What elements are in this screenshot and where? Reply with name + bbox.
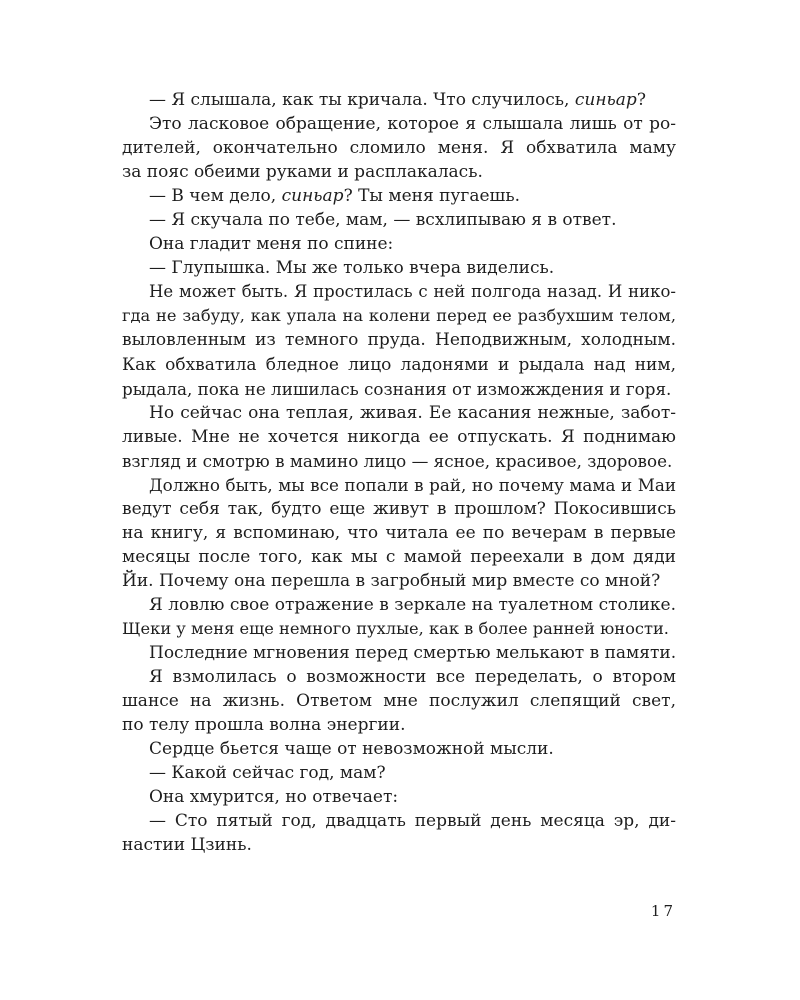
text-line bbox=[122, 88, 676, 112]
text-span: Должно быть, мы все попали в рай, но почему мама и Маи bbox=[149, 474, 676, 495]
text-span: за пояс обеими руками и расплакалась. bbox=[122, 162, 483, 183]
text-span: ? bbox=[636, 90, 646, 110]
text-line bbox=[122, 545, 676, 569]
italic-text: синьар bbox=[574, 90, 637, 110]
text-line bbox=[122, 737, 676, 761]
text-span: выловленным из темного пруда. Неподвижным, холодным. bbox=[122, 330, 676, 351]
text-span: Последние мгновения перед смертью мелькают в памяти. bbox=[149, 643, 677, 664]
text-span: — Я слышала, как ты кричала. Что случилось, bbox=[149, 90, 575, 110]
text-line bbox=[122, 232, 676, 256]
text-span: Я ловлю свое отражение в зеркале на туалетном столике. bbox=[149, 594, 676, 615]
text-span: ливые. Мне не хочется никогда ее отпускать. Я поднимаю bbox=[122, 426, 676, 447]
text-line bbox=[122, 569, 676, 593]
text-line bbox=[122, 833, 676, 857]
text-line bbox=[122, 353, 676, 377]
text-span: настии Цзинь. bbox=[122, 835, 252, 856]
text-line bbox=[122, 497, 676, 521]
text-span: — В чем дело, bbox=[149, 186, 282, 207]
text-line bbox=[122, 785, 676, 809]
text-line bbox=[122, 641, 676, 665]
text-line bbox=[122, 112, 676, 136]
text-span: Йи. Почему она перешла в загробный мир вместе со мной? bbox=[122, 570, 661, 591]
text-line bbox=[122, 208, 676, 232]
text-span: дителей, окончательно сломило меня. Я обхватила маму bbox=[122, 138, 676, 159]
text-span: ведут себя так, будто еще живут в прошлом? Покосившись bbox=[122, 498, 676, 519]
text-line bbox=[122, 304, 676, 328]
page-number: 17 bbox=[650, 902, 676, 920]
text-span: ? Ты меня пугаешь. bbox=[343, 186, 520, 207]
text-line bbox=[122, 328, 676, 352]
text-line bbox=[122, 280, 676, 304]
text-span: Щеки у меня еще немного пухлые, как в более ранней юности. bbox=[122, 619, 669, 639]
text-line bbox=[122, 713, 676, 737]
text-line bbox=[122, 401, 676, 425]
text-span: Это ласковое обращение, которое я слышала лишь от ро- bbox=[149, 114, 676, 135]
text-line bbox=[122, 425, 676, 449]
text-span: Она гладит меня по спине: bbox=[149, 234, 394, 255]
text-span: Сердце бьется чаще от невозможной мысли. bbox=[149, 739, 554, 760]
text-span: гда не забуду, как упала на колени перед ее разбухшим телом, bbox=[122, 306, 676, 326]
text-span: взгляд и смотрю в мамино лицо — ясное, красивое, здоровое. bbox=[122, 450, 673, 471]
page-body-text bbox=[122, 88, 676, 858]
text-span: — Глупышка. Мы же только вчера виделись. bbox=[149, 258, 555, 279]
text-line bbox=[122, 521, 676, 545]
text-line bbox=[122, 617, 676, 641]
text-span: Не может быть. Я простилась с ней полгода назад. И нико- bbox=[149, 282, 676, 302]
text-line bbox=[122, 377, 676, 401]
text-span: по телу прошла волна энергии. bbox=[122, 715, 406, 736]
text-line bbox=[122, 160, 676, 184]
text-span: Как обхватила бледное лицо ладонями и рыдала над ним, bbox=[122, 354, 676, 375]
text-span: — Какой сейчас год, мам? bbox=[149, 763, 386, 784]
text-span: Она хмурится, но отвечает: bbox=[149, 787, 399, 808]
text-line bbox=[122, 809, 676, 833]
text-span: на книгу, я вспоминаю, что читала ее по вечерам в первые bbox=[122, 522, 676, 543]
text-span: шансе на жизнь. Ответом мне послужил слепящий свет, bbox=[122, 691, 676, 712]
text-line bbox=[122, 256, 676, 280]
text-line bbox=[122, 449, 676, 473]
text-span: Но сейчас она теплая, живая. Ее касания нежные, забот- bbox=[149, 402, 676, 423]
text-span: — Я скучала по тебе, мам, — всхлипываю я в ответ. bbox=[149, 210, 617, 231]
text-line bbox=[122, 761, 676, 785]
text-line bbox=[122, 136, 676, 160]
text-span: Я взмолилась о возможности все переделать, о втором bbox=[149, 667, 676, 688]
text-line bbox=[122, 184, 676, 208]
italic-text: синьар bbox=[281, 186, 344, 207]
text-line bbox=[122, 665, 676, 689]
text-line bbox=[122, 473, 676, 497]
text-line bbox=[122, 689, 676, 713]
text-span: месяцы после того, как мы с мамой переехали в дом дяди bbox=[122, 546, 676, 567]
text-span: — Сто пятый год, двадцать первый день месяца эр, ди- bbox=[149, 811, 676, 832]
text-span: рыдала, пока не лишилась сознания от изможждения и горя. bbox=[122, 378, 672, 399]
text-line bbox=[122, 593, 676, 617]
